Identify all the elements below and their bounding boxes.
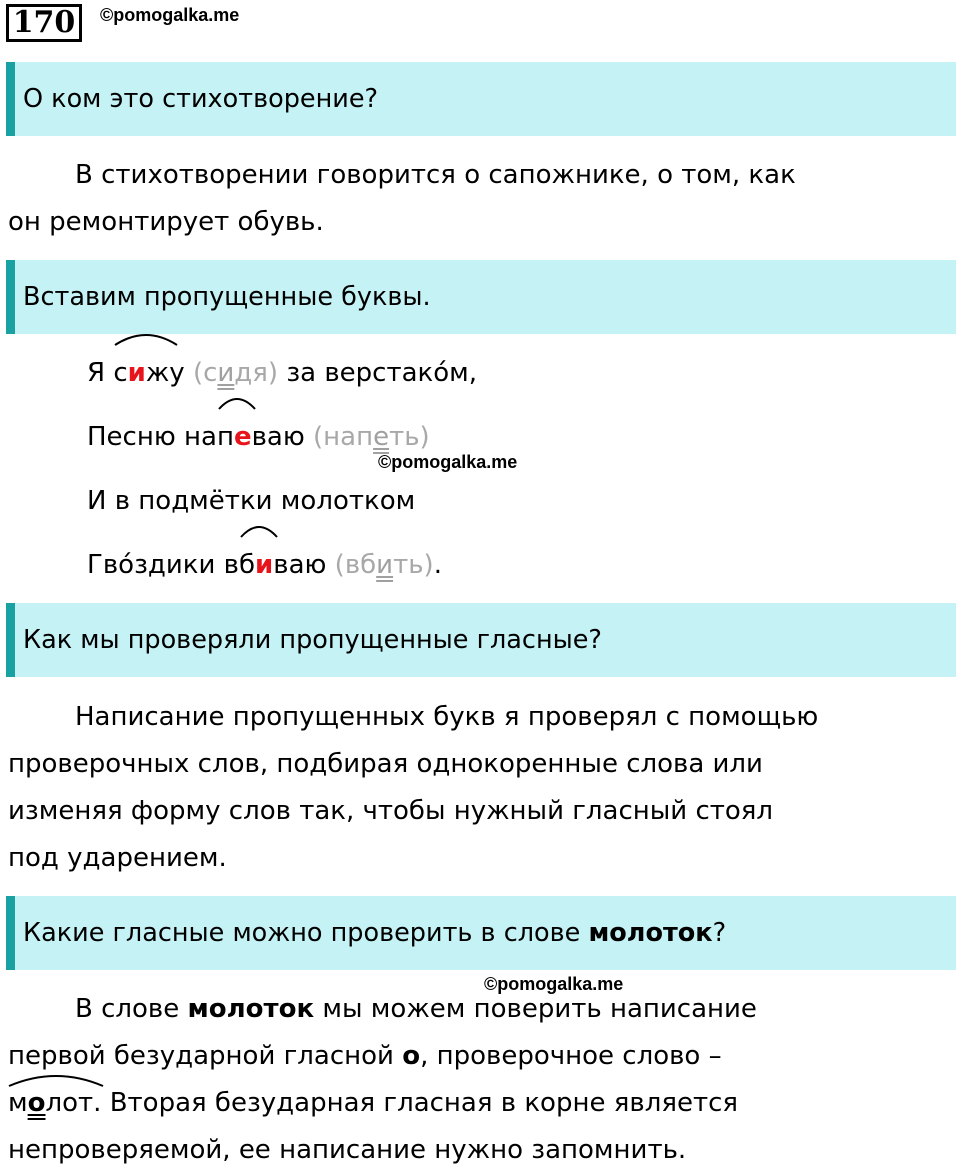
answer-3-line: Написание пропущенных букв я проверял с помощью [75,702,819,732]
exercise-number: 170 [6,4,82,42]
root-letter: п [216,422,234,452]
question-text: ? [712,918,727,948]
root-arc-icon [239,523,279,539]
text: В слове [75,994,188,1024]
ending: ваю [273,550,327,580]
check-vowel: и [217,358,235,388]
question-keyword: молоток [588,918,713,948]
poem-line-4 [87,535,477,599]
root-arc [217,407,252,467]
poem-text: . [433,550,442,580]
answer-4-line: непроверяемой, ее написание нужно запомнить. [8,1135,687,1165]
text: , проверочное слово – [420,1041,722,1071]
check-word-start: (с [184,358,218,388]
answer-3-line: изменяя форму слов так, чтобы нужный гласный стоял [8,796,774,826]
text: первой безударной гласной [8,1041,403,1071]
poem-text: Песню на [87,422,217,452]
check-word-end: дя) [234,358,279,388]
check-vowel: и [376,550,394,580]
answer-1-line: он ремонтирует обувь. [8,207,324,237]
answer-4-line [8,1033,953,1080]
check-word-start: (нап [304,422,374,452]
poem-line-3: И в подмётки молотком [87,486,416,516]
poem-text: за верстако́м, [278,358,478,388]
ending: у [169,358,185,388]
root-letter: м [8,1088,28,1118]
root-letter: лот [45,1088,94,1118]
answer-3 [8,694,953,882]
answer-1 [8,152,953,246]
poem-text: Я [87,358,114,388]
answer-4-line [8,986,953,1033]
watermark: ©pomogalka.me [100,5,240,25]
answer-3-line: проверочных слов, подбирая однокоренные слова или [8,749,763,779]
keyword: молоток [187,994,315,1024]
keyword: о [402,1041,421,1071]
root-letter: б [238,550,256,580]
text: мы можем поверить написание [314,994,757,1024]
root-arc [113,343,169,403]
watermark: ©pomogalka.me [484,974,624,994]
root-arc-icon [8,1072,104,1088]
inserted-letter: и [255,550,274,580]
root-letter: ж [145,358,170,388]
question-2: Вставим пропущенные буквы. [6,260,956,334]
answer-3-line: под ударением. [8,843,227,873]
check-word-end: ть) [389,422,430,452]
inserted-letter: е [233,422,252,452]
inserted-letter: и [127,358,146,388]
question-3: Как мы проверяли пропущенные гласные? [6,603,956,677]
check-word-start: (вб [326,550,377,580]
text: . Вторая безударная гласная в корне является [93,1088,739,1118]
answer-1-line: В стихотворении говорится о сапожнике, о том, как [75,160,796,190]
root-arc-icon [113,331,179,347]
root-arc-icon [217,395,257,411]
poem-line-1 [87,343,477,407]
question-1: О ком это стихотворение? [6,62,956,136]
poem-text: Гво́здики в [87,550,239,580]
check-word-end: ть) [393,550,434,580]
root-letter: с [113,358,128,388]
check-vowel: е [373,422,390,452]
stressed-vowel: о [27,1088,46,1118]
answer-4 [8,986,953,1174]
root-arc [8,1080,93,1127]
question-text: Какие гласные можно проверить в слове [23,918,589,948]
answer-4-line [8,1080,953,1127]
ending: ваю [251,422,305,452]
watermark: ©pomogalka.me [378,452,518,472]
root-arc [239,535,273,595]
question-4 [6,896,956,970]
